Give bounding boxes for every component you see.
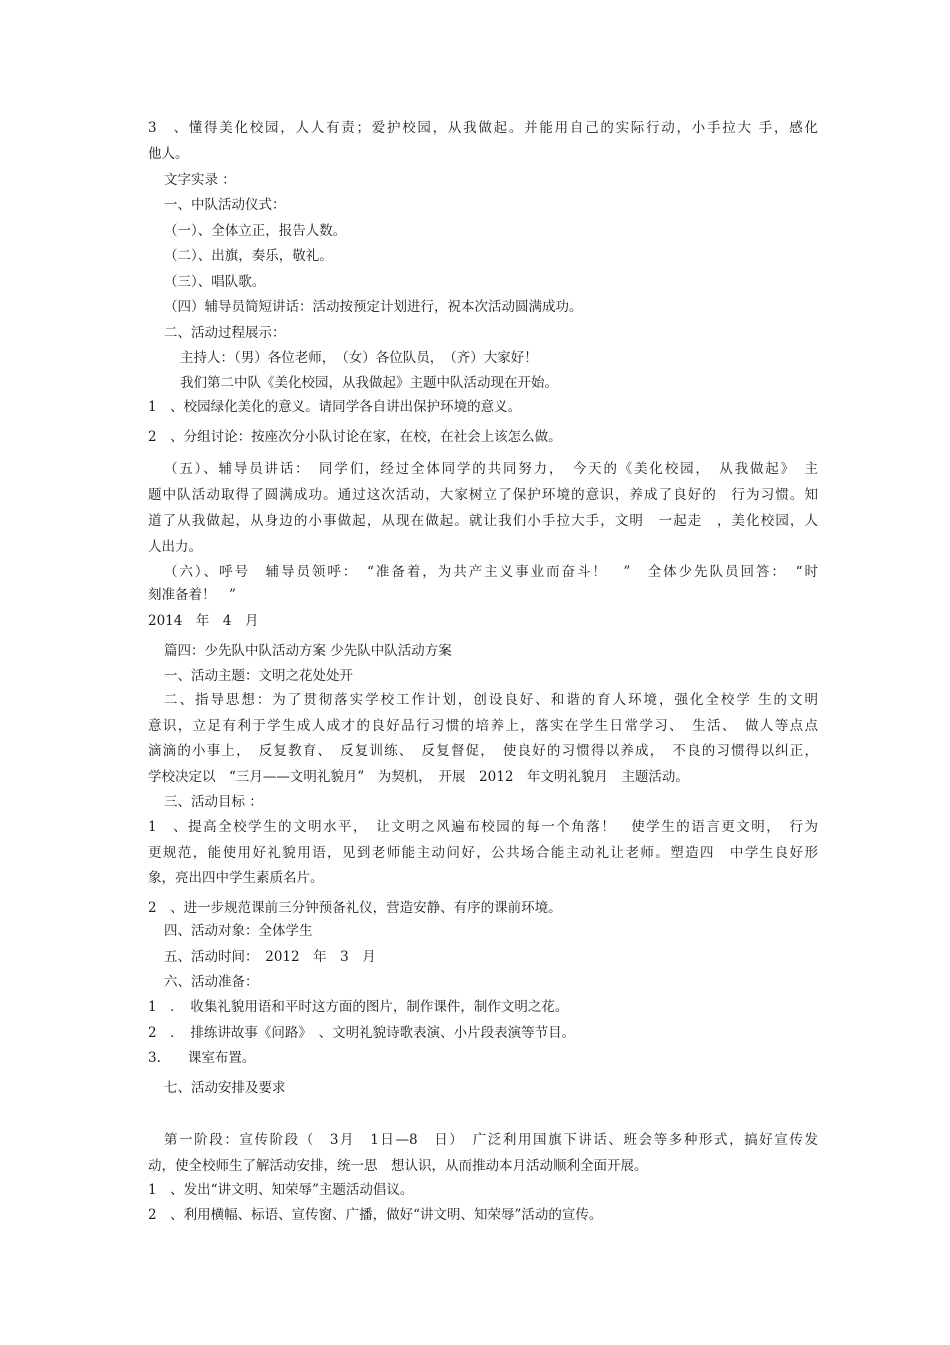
- text-line: 3 、懂得美化校园，人人有责；爱护校园，从我做起。并能用自己的实际行动，小手拉大 手，感化: [148, 120, 818, 136]
- text-line: 1 、提高全校学生的文明水平， 让文明之风遍布校园的每一个角落！ 使学生的语言更文明， 行为: [148, 819, 818, 835]
- text-line: 第一阶段：宣传阶段（ 3月 1日—8 日） 广泛利用国旗下讲话、班会等多种形式，搞好宣传发: [164, 1132, 818, 1148]
- text-line: 道了从我做起，从身边的小事做起，从现在做起。就让我们小手拉大手，文明 一起走 ，美化校园，人: [148, 513, 818, 529]
- text-line: 主持人：（男）各位老师， （女）各位队员， （齐）大家好！: [180, 350, 538, 366]
- text-line: 五、活动时间： 2012 年 3 月: [164, 949, 376, 965]
- text-line: 1 ． 收集礼貌用语和平时这方面的图片，制作课件，制作文明之花。: [148, 999, 569, 1015]
- text-line: 滴滴的小事上， 反复教育、 反复训练、 反复督促， 使良好的习惯得以养成， 不良的习惯得以纠正，: [148, 743, 818, 759]
- text-line: 1 、发出“讲文明、知荣辱”主题活动倡议。: [148, 1182, 414, 1198]
- text-line: 四、活动对象：全体学生: [164, 923, 313, 939]
- text-line: 象，亮出四中学生素质名片。: [148, 870, 324, 886]
- text-line: 2 、利用横幅、标语、宣传窗、广播，做好“讲文明、知荣辱”活动的宣传。: [148, 1207, 603, 1223]
- text-line: 我们第二中队《美化校园，从我做起》主题中队活动现在开始。: [180, 375, 558, 391]
- text-line: 一、活动主题：文明之花处处开: [164, 668, 353, 684]
- text-line: 二、指导思想：为了贯彻落实学校工作计划，创设良好、和谐的育人环境，强化全校学 生的文明: [164, 692, 818, 708]
- text-line: 动，使全校师生了解活动安排，统一思 想认识，从而推动本月活动顺利全面开展。: [148, 1158, 648, 1174]
- text-line: 2 、分组讨论：按座次分小队讨论在家，在校，在社会上该怎么做。: [148, 429, 562, 445]
- text-line: 人出力。: [148, 539, 202, 555]
- text-line: （五）、辅导员讲话： 同学们，经过全体同学的共同努力， 今天的《美化校园， 从我做起》 主: [164, 461, 818, 477]
- text-line: 刻准备着！ ”: [148, 587, 236, 603]
- text-line: 篇四：少先队中队活动方案 少先队中队活动方案: [164, 643, 452, 659]
- text-line: （二）、出旗，奏乐，敬礼。: [164, 248, 333, 264]
- text-line: 一、中队活动仪式：: [164, 197, 286, 213]
- text-line: 他人。: [148, 146, 189, 162]
- text-line: 2 、进一步规范课前三分钟预备礼仪，营造安静、有序的课前环境。: [148, 900, 562, 916]
- text-line: 二、活动过程展示：: [164, 325, 286, 341]
- text-line: （四）辅导员简短讲话：活动按预定计划进行，祝本次活动圆满成功。: [164, 299, 583, 315]
- text-line: 更规范，能使用好礼貌用语，见到老师能主动问好，公共场合能主动礼让老师。塑造四 中学生良好形: [148, 845, 818, 861]
- text-line: （六）、呼号 辅导员领呼： “准备着，为共产主义事业而奋斗！ ” 全体少先队员回答： “时: [164, 564, 818, 580]
- text-line: 学校决定以 “三月——文明礼貌月” 为契机， 开展 2012 年文明礼貌月 主题活动。: [148, 769, 689, 785]
- text-line: 1 、校园绿化美化的意义。请同学各自讲出保护环境的意义。: [148, 399, 522, 415]
- text-line: 题中队活动取得了圆满成功。通过这次活动，大家树立了保护环境的意识，养成了良好的 行为习惯。知: [148, 487, 818, 503]
- text-line: （一）、全体立正，报告人数。: [164, 223, 347, 239]
- text-line: 意识，立足有利于学生成人成才的良好品行习惯的培养上，落实在学生日常学习、 生活、 做人等点点: [148, 718, 818, 734]
- text-line: 七、活动安排及要求: [164, 1080, 286, 1096]
- text-line: 2 ． 排练讲故事《问路》 、文明礼貌诗歌表演、小片段表演等节目。: [148, 1025, 576, 1041]
- text-line: （三）、唱队歌。: [164, 274, 266, 290]
- text-line: 3. 课室布置。: [148, 1050, 256, 1066]
- text-line: 六、活动准备：: [164, 974, 259, 990]
- text-line: 文字实录 ：: [164, 172, 236, 188]
- text-line: 2014 年 4 月: [148, 613, 259, 629]
- text-line: 三、活动目标 ：: [164, 794, 263, 810]
